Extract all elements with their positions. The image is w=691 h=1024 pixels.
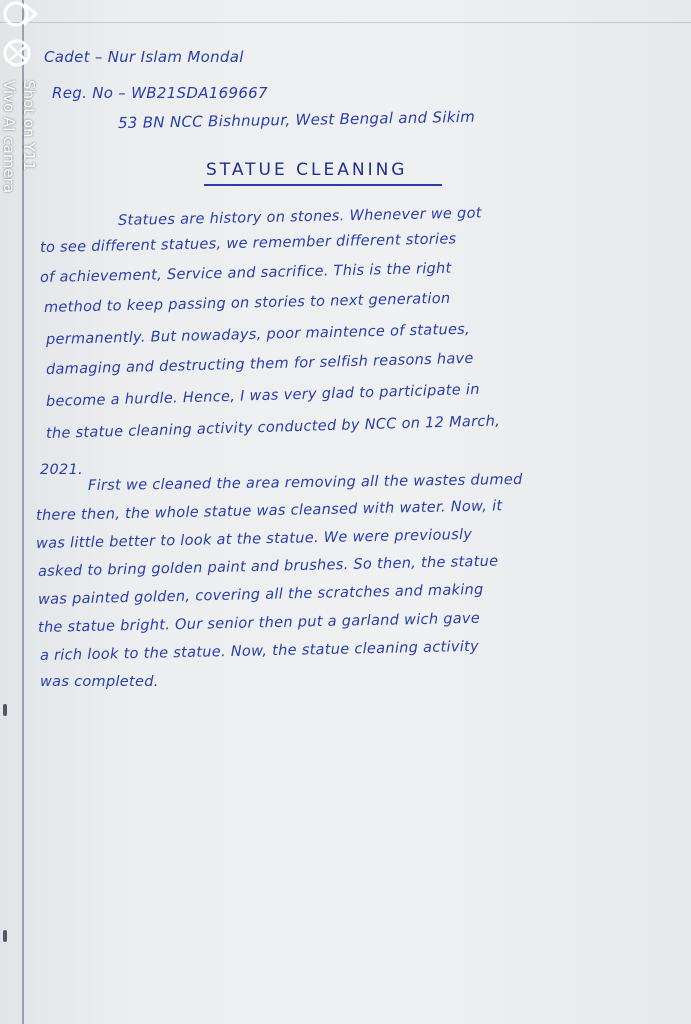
paragraph-1-line: become a hurdle. Hence, I was very glad to participate in bbox=[45, 381, 480, 410]
page-top-rule bbox=[0, 22, 691, 23]
paragraph-2-line: a rich look to the statue. Now, the statue cleaning activity bbox=[39, 638, 480, 664]
paragraph-1-line: permanently. But nowadays, poor maintence of statues, bbox=[45, 321, 471, 348]
paragraph-2-line: was completed. bbox=[40, 674, 159, 690]
camera-logo-icon bbox=[2, 0, 38, 28]
paragraph-1-line: 2021. bbox=[40, 462, 84, 478]
paragraph-1-line: damaging and destructing them for selfish reasons have bbox=[45, 350, 474, 378]
paragraph-1-line: to see different statues, we remember different stories bbox=[39, 231, 457, 256]
camera-lens-icon bbox=[2, 38, 38, 68]
paragraph-2-line: was little better to look at the statue. We were previously bbox=[35, 526, 473, 552]
paragraph-2-line: the statue bright. Our senior then put a garland wich gave bbox=[37, 610, 481, 636]
watermark-line-1: Shot on Y11 bbox=[20, 80, 38, 171]
page-title: STATUE CLEANING bbox=[206, 160, 408, 180]
paragraph-1-line: of achievement, Service and sacrifice. This is the right bbox=[39, 260, 452, 286]
cadet-name: Cadet – Nur Islam Mondal bbox=[44, 48, 244, 66]
page-edge-mark bbox=[3, 930, 7, 942]
page-edge-mark bbox=[3, 704, 7, 716]
paragraph-1-line: Statues are history on stones. Whenever we got bbox=[117, 205, 482, 229]
paragraph-1-line: method to keep passing on stories to next generation bbox=[43, 290, 451, 316]
paragraph-2-line: asked to bring golden paint and brushes. So then, the statue bbox=[37, 553, 499, 580]
registration-number: Reg. No – WB21SDA169667 bbox=[52, 84, 268, 102]
paragraph-2-line: First we cleaned the area removing all the wastes dumed bbox=[87, 471, 523, 494]
title-underline bbox=[204, 184, 442, 186]
watermark-line-2: Vivo AI camera bbox=[0, 80, 18, 194]
paragraph-2-line: there then, the whole statue was cleansed with water. Now, it bbox=[35, 498, 503, 524]
paragraph-2-line: was painted golden, covering all the scratches and making bbox=[37, 581, 484, 608]
paragraph-1-line: the statue cleaning activity conducted by NCC on 12 March, bbox=[45, 413, 501, 442]
camera-watermark bbox=[0, 0, 40, 260]
unit-address: 53 BN NCC Bishnupur, West Bengal and Sikim bbox=[117, 107, 476, 132]
